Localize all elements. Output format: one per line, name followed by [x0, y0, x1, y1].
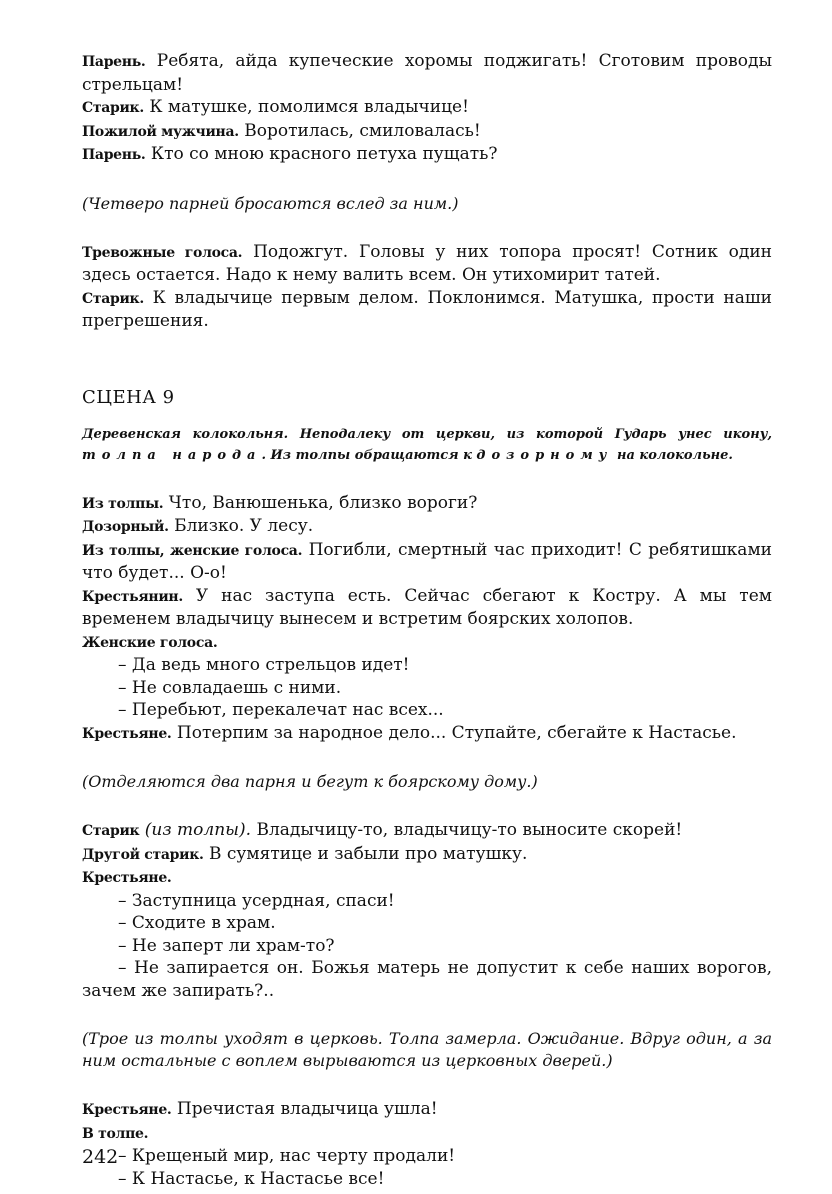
line-text: Погибли, смертный час приходит! С ребятишками что будет... О-о!: [82, 539, 772, 583]
speaker-aside: (из толпы).: [144, 820, 252, 840]
speaker-name: Пожилой мужчина.: [82, 123, 239, 140]
stage-direction: (Трое из толпы уходят в церковь. Толпа замерла. Ожидание. Вдруг один, а за ним остальные с воплем вырываются из церковных дверей.): [82, 1029, 772, 1070]
dialogue-line: [82, 241, 772, 287]
speaker-name: Другой старик.: [82, 846, 204, 863]
speaker-name: Старик.: [82, 100, 144, 116]
scene-intro: [82, 424, 772, 466]
scene-intro-text: Деревенская колокольня. Неподалеку от церкви, из которой Гударь унес икону,: [82, 426, 772, 442]
scene-title: СЦЕНА 9: [82, 386, 175, 408]
line-text: К матушке, помолимся владычице!: [149, 97, 469, 117]
dialogue-line: [82, 1098, 772, 1122]
speaker-name: Тревожные голоса.: [82, 244, 243, 261]
speaker-name: Из толпы.: [82, 495, 164, 512]
speaker-name: Старик: [82, 823, 140, 839]
dialogue-line: [82, 585, 772, 631]
speaker-name: Крестьянин.: [82, 588, 183, 605]
speaker-name: Женские голоса.: [82, 634, 218, 651]
dash-line-wrapped: – Не запирается он. Божья матерь не допустит к себе наших ворогов, зачем же запирать?..: [82, 958, 772, 1001]
speaker-name: Дозорный.: [82, 519, 169, 535]
dash-line: – Перебьют, перекалечат нас всех...: [118, 700, 444, 720]
scene-intro-spaced: толпа народа: [82, 447, 262, 463]
line-text: Кто со мною красного петуха пущать?: [150, 144, 498, 164]
dialogue-line: [82, 819, 772, 843]
scene-intro-text: . Из толпы обращаются к: [261, 447, 472, 463]
dialogue-line: [82, 866, 772, 890]
dash-line: – Не совладаешь с ними.: [118, 677, 342, 698]
line-text: Владычицу-то, владычицу-то выносите скорей!: [256, 820, 683, 840]
line-text: Что, Ванюшенька, близко вороги?: [168, 492, 478, 513]
speaker-name: Крестьяне.: [82, 870, 172, 886]
dialogue-line: [82, 50, 772, 96]
dialogue-line: [82, 843, 772, 867]
line-text: К владычице первым делом. Поклонимся. Матушка, прости наши прегрешения.: [82, 287, 773, 331]
dialogue-line: [82, 539, 772, 585]
stage-direction: (Отделяются два парня и бегут к боярскому дому.): [82, 772, 538, 791]
dash-line: – К Настасье, к Настасье все!: [118, 1168, 385, 1189]
line-text: Подожгут. Головы у них топора просят! Сотник один здесь остается. Надо к нему валить всем. Он утихомирит татей.: [82, 241, 773, 285]
dialogue-line: [82, 722, 772, 746]
scene-intro-spaced: дозорному: [476, 447, 613, 463]
scene-intro-text: на колокольне.: [617, 447, 733, 463]
dialogue-line: [82, 631, 772, 655]
dash-line: – Не заперт ли храм-то?: [118, 935, 335, 956]
dialogue-line: [82, 1122, 772, 1146]
speaker-name: Из толпы, женские голоса.: [82, 542, 303, 559]
speaker-name: Парень.: [82, 147, 146, 163]
stage-direction: (Четверо парней бросаются вслед за ним.): [82, 193, 459, 213]
page-content: [82, 50, 772, 1190]
speaker-name: Старик.: [82, 290, 144, 307]
speaker-name: Парень.: [82, 54, 146, 70]
speaker-name: В толпе.: [82, 1125, 149, 1142]
dialogue-line: [82, 143, 772, 167]
line-text: Потерпим за народное дело... Ступайте, сбегайте к Настасье.: [176, 722, 737, 743]
dialogue-line: [82, 96, 772, 120]
line-text: Близко. У лесу.: [174, 516, 314, 536]
dialogue-line: [82, 515, 772, 539]
line-text: Ребята, айда купеческие хоромы поджигать! Сготовим проводы стрельцам!: [82, 51, 772, 95]
line-text: У нас заступа есть. Сейчас сбегают к Костру. А мы тем временем владычицу вынесем и встретим боярских холопов.: [82, 585, 772, 629]
dash-line: – Заступница усердная, спаси!: [118, 890, 395, 911]
page-number: 242: [82, 1146, 119, 1168]
dialogue-line: [82, 492, 772, 516]
line-text: Воротилась, смиловалась!: [244, 120, 481, 141]
dialogue-line: [82, 287, 772, 333]
dash-line: – Крещеный мир, нас черту продали!: [118, 1146, 456, 1166]
speaker-name: Крестьяне.: [82, 725, 172, 742]
dialogue-line: [82, 120, 772, 144]
speaker-name: Крестьяне.: [82, 1102, 172, 1118]
line-text: В сумятице и забыли про матушку.: [209, 843, 528, 864]
line-text: Пречистая владычица ушла!: [176, 1099, 438, 1119]
dash-line: – Сходите в храм.: [118, 913, 276, 933]
dash-line: – Да ведь много стрельцов идет!: [118, 655, 410, 675]
